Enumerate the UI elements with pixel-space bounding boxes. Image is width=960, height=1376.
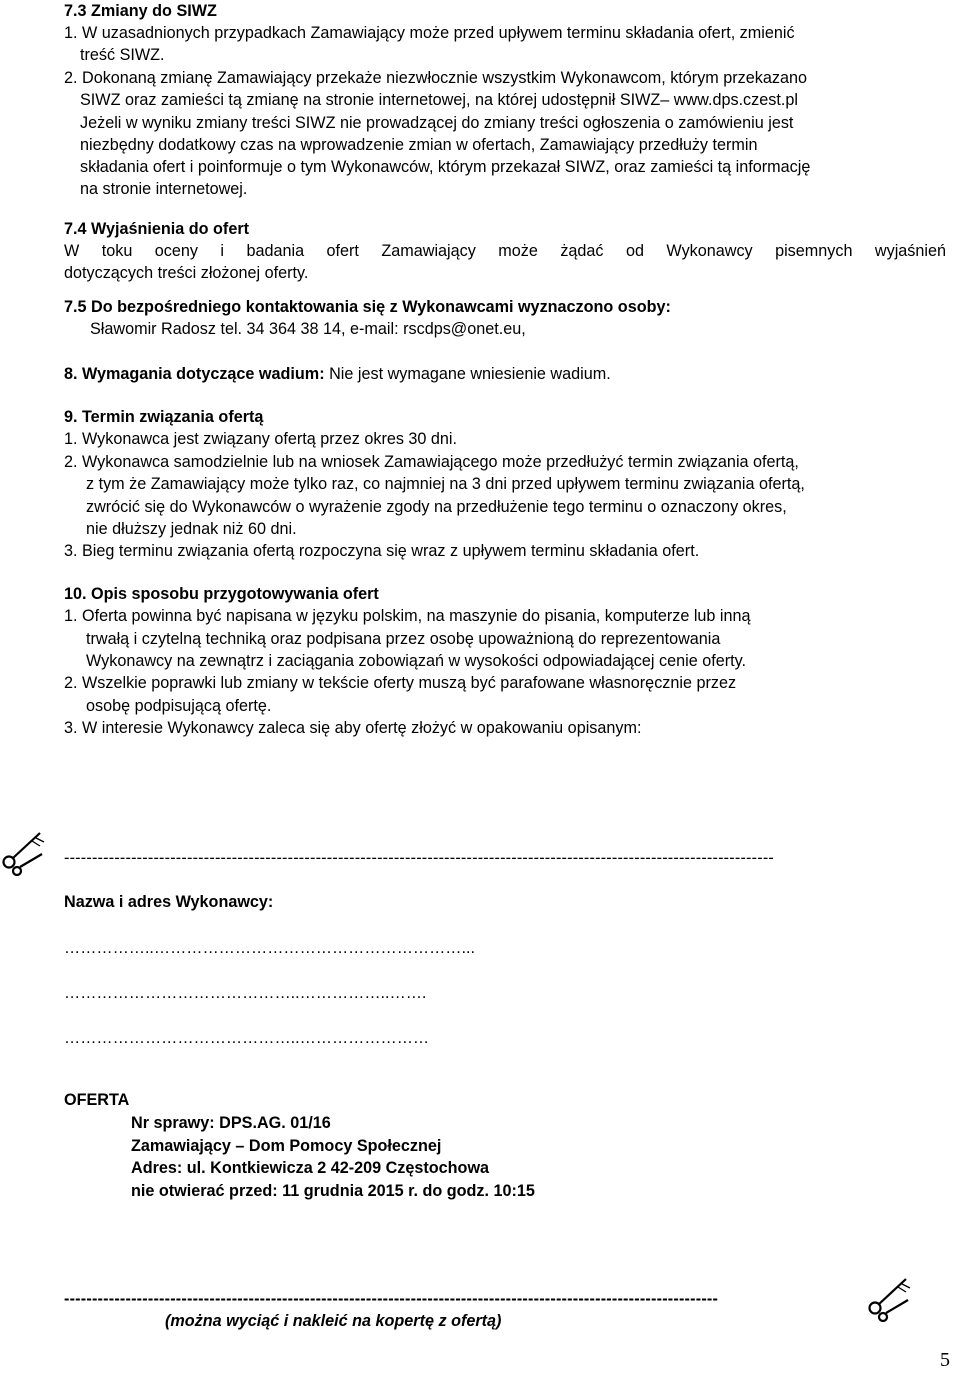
s74-line-2: dotyczących treści złożonej oferty. [64,264,309,282]
section-7-3-heading: 7.3 Zmiany do SIWZ [64,2,217,20]
s10-line-2: trwałą i czytelną techniką oraz podpisana przez osobę upoważnioną do reprezentowania [86,630,721,648]
contractor-dots-2: ……………………………………..……………..……. [64,984,427,1002]
section-8-heading: 8. Wymagania dotyczące wadium: [64,365,325,383]
cut-out-note: (można wyciąć i nakleić na kopertę z ofertą) [165,1312,502,1330]
contractor-label: Nazwa i adres Wykonawcy: [64,893,274,911]
s10-line-4: 2. Wszelkie poprawki lub zmiany w tekście oferty muszą być parafowane własnoręcznie przez [64,674,737,692]
s73-line-8: na stronie internetowej. [80,180,248,198]
section-10-heading: 10. Opis sposobu przygotowywania ofert [64,585,379,603]
page-number: 5 [940,1349,950,1371]
s9-line-1: 1. Wykonawca jest związany ofertą przez okres 30 dni. [64,430,458,448]
section-8-text: Nie jest wymagane wniesienie wadium. [324,365,611,383]
s74-line-1: W toku oceny i badania ofert Zamawiający może żądać od Wykonawcy pisemnych wyjaśnień [64,242,946,260]
s9-line-5: nie dłuższy jednak niż 60 dni. [86,520,297,538]
cut-line-bottom: --------------------------------------------------------------------------------------------------------------------- [64,1290,719,1308]
s9-line-2: 2. Wykonawca samodzielnie lub na wniosek Zamawiającego może przedłużyć termin związania ofertą, [64,453,799,471]
section-7-4-heading: 7.4 Wyjaśnienia do ofert [64,220,250,238]
contractor-dots-1: ……………..…………………………………………………... [64,939,475,957]
section-8 [64,364,611,384]
s73-line-6: niezbędny dodatkowy czas na wprowadzenie zmian w ofertach, Zamawiający przedłuży termin [80,136,758,154]
buyer-address: Adres: ul. Kontkiewicza 2 42-209 Częstochowa [131,1159,490,1177]
case-number: Nr sprawy: DPS.AG. 01/16 [131,1114,331,1132]
contractor-dots-3: ……………………………………..…………………… [64,1029,430,1047]
s10-line-5: osobę podpisującą ofertę. [86,697,272,715]
do-not-open-before: nie otwierać przed: 11 grudnia 2015 r. do godz. 10:15 [131,1182,535,1200]
contact-person: Sławomir Radosz tel. 34 364 38 14, e-mail: rscdps@onet.eu, [90,320,526,338]
scissors-icon [0,830,46,876]
s9-line-3: z tym że Zamawiający może tylko raz, co najmniej na 3 dni przed upływem terminu związania ofertą, [86,475,805,493]
s9-line-6: 3. Bieg terminu związania ofertą rozpoczyna się wraz z upływem terminu składania ofert. [64,542,700,560]
s10-line-6: 3. W interesie Wykonawcy zaleca się aby ofertę złożyć w opakowaniu opisanym: [64,719,642,737]
s9-line-4: zwrócić się do Wykonawców o wyrażenie zgody na przedłużenie tego terminu o oznaczony okres, [86,498,787,516]
offer-title: OFERTA [64,1091,130,1109]
s73-line-3: 2. Dokonaną zmianę Zamawiający przekaże niezwłocznie wszystkim Wykonawcom, którym przekazano [64,69,807,87]
s73-line-1: 1. W uzasadnionych przypadkach Zamawiający może przed upływem terminu składania ofert, zmienić [64,24,795,42]
s73-line-2: treść SIWZ. [80,46,165,64]
s73-line-5: Jeżeli w wyniku zmiany treści SIWZ nie prowadzącej do zmiany treści ogłoszenia o zamówieniu jest [80,114,794,132]
s73-line-7: składania ofert i poinformuje o tym Wykonawców, którym przekazał SIWZ, oraz zamieści tą informację [80,158,811,176]
s10-line-3: Wykonawcy na zewnątrz i zaciągania zobowiązań w wysokości odpowiadającej cenie oferty. [86,652,746,670]
section-7-5-heading: 7.5 Do bezpośredniego kontaktowania się z Wykonawcami wyznaczono osoby: [64,298,671,316]
cut-line-top: ------------------------------------------------------------------------------------------------------------------------------- [64,849,775,867]
s73-line-4: SIWZ oraz zamieści tą zmianę na stronie internetowej, na której udostępnił SIWZ– www.dps.czest.pl [80,91,798,109]
section-9-heading: 9. Termin związania ofertą [64,408,264,426]
buyer-name: Zamawiający – Dom Pomocy Społecznej [131,1137,442,1155]
s10-line-1: 1. Oferta powinna być napisana w języku polskim, na maszynie do pisania, komputerze lub inną [64,607,751,625]
scissors-icon [866,1276,912,1322]
